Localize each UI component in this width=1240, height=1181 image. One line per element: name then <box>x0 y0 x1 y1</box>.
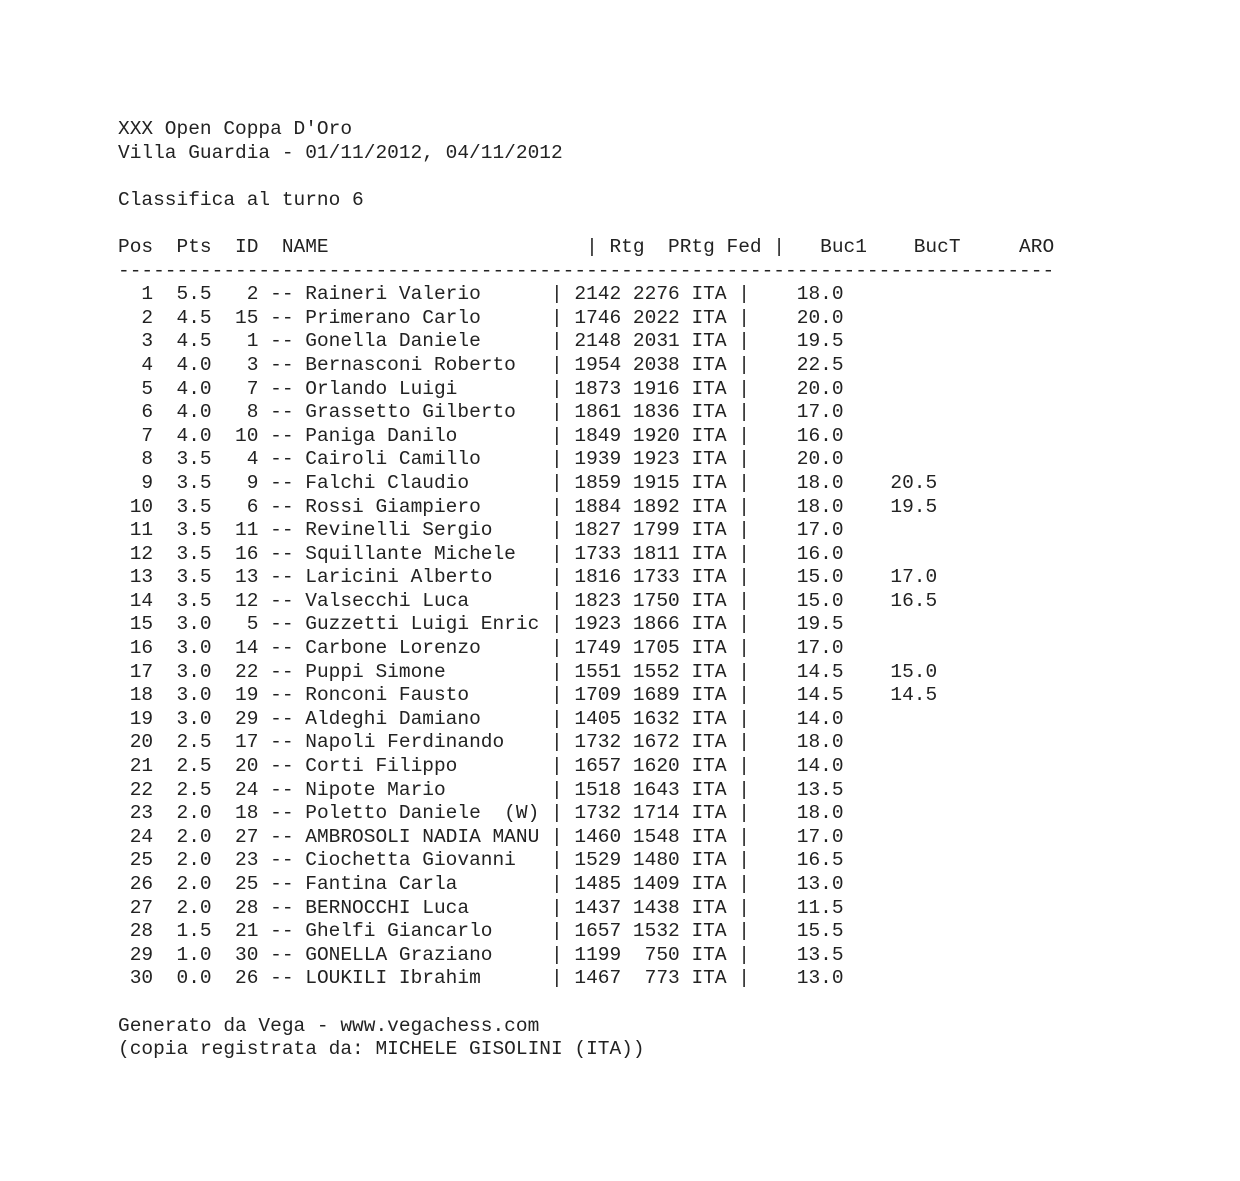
cell-name: Cairoli Camillo <box>305 448 540 471</box>
cell-id: 5 <box>235 613 259 636</box>
cell-pos: 30 <box>118 967 154 990</box>
cell-rtg: 1823 <box>574 589 622 612</box>
cell-rtg: 1657 <box>574 920 622 943</box>
cell-prtg: 1438 <box>632 896 680 919</box>
cell-pos: 1 <box>118 283 154 306</box>
cell-rtg: 1460 <box>574 825 622 848</box>
table-row: 14 3.5 12 -- Valsecchi Luca | 1823 1750 ITA | 15.0 16.5 <box>118 589 938 612</box>
cell-name: Fantina Carla <box>305 873 540 895</box>
table-row: 7 4.0 10 -- Paniga Danilo | 1849 1920 ITA | 16.0 <box>118 424 844 447</box>
cell-prtg: 1733 <box>632 566 680 589</box>
cell-pts: 3.0 <box>176 637 212 660</box>
cell-pts: 3.0 <box>176 707 212 730</box>
cell-prtg: 1916 <box>632 377 680 400</box>
tournament-venue-dates: Villa Guardia - 01/11/2012, 04/11/2012 <box>118 141 563 164</box>
spacer <box>118 212 1054 236</box>
cell-name: Poletto Daniele (W) <box>305 802 540 825</box>
cell-rtg: 1732 <box>574 731 622 754</box>
cell-pos: 23 <box>118 802 154 825</box>
cell-pts: 3.5 <box>176 542 212 565</box>
cell-fed: ITA <box>691 802 727 825</box>
cell-rtg: 1657 <box>574 755 622 778</box>
cell-name: Orlando Luigi <box>305 377 540 400</box>
table-row: 13 3.5 13 -- Laricini Alberto | 1816 1733 ITA | 15.0 17.0 <box>118 566 938 589</box>
cell-id: 6 <box>235 495 259 518</box>
cell-pos: 10 <box>118 495 154 518</box>
cell-pos: 6 <box>118 401 154 424</box>
cell-pts: 5.5 <box>176 283 212 306</box>
cell-prtg: 1915 <box>632 471 680 494</box>
cell-name: Squillante Michele <box>305 542 540 565</box>
cell-pos: 9 <box>118 471 154 494</box>
cell-pts: 3.0 <box>176 660 212 683</box>
cell-pts: 3.0 <box>176 684 212 707</box>
cell-buc1: 13.0 <box>796 873 844 895</box>
cell-id: 10 <box>235 424 259 447</box>
cell-rtg: 1746 <box>574 306 622 329</box>
cell-rtg: 1485 <box>574 873 622 895</box>
cell-rtg: 1873 <box>574 377 622 400</box>
cell-prtg: 1532 <box>632 920 680 943</box>
cell-pos: 19 <box>118 707 154 730</box>
cell-rtg: 1709 <box>574 684 622 707</box>
cell-name: Falchi Claudio <box>305 471 540 494</box>
cell-fed: ITA <box>691 330 727 353</box>
cell-buc1: 22.5 <box>796 353 844 376</box>
cell-prtg: 2022 <box>632 306 680 329</box>
table-row: 25 2.0 23 -- Ciochetta Giovanni | 1529 1480 ITA | 16.5 <box>118 849 844 872</box>
cell-id: 11 <box>235 519 259 542</box>
cell-pts: 1.5 <box>176 920 212 943</box>
cell-buct: 19.5 <box>890 495 938 518</box>
cell-pos: 18 <box>118 684 154 707</box>
cell-pos: 2 <box>118 306 154 329</box>
cell-rtg: 1827 <box>574 519 622 542</box>
cell-buc1: 14.0 <box>796 755 844 778</box>
cell-id: 27 <box>235 825 259 848</box>
cell-name: Revinelli Sergio <box>305 519 540 542</box>
cell-id: 9 <box>235 471 259 494</box>
table-row: 19 3.0 29 -- Aldeghi Damiano | 1405 1632 ITA | 14.0 <box>118 707 844 730</box>
table-row: 15 3.0 5 -- Guzzetti Luigi Enric | 1923 1866 ITA | 19.5 <box>118 613 844 636</box>
cell-buc1: 18.0 <box>796 471 844 494</box>
cell-buct: 20.5 <box>890 471 938 494</box>
cell-name: Guzzetti Luigi Enric <box>305 613 540 636</box>
cell-buc1: 14.5 <box>796 660 844 683</box>
table-row: 16 3.0 14 -- Carbone Lorenzo | 1749 1705 ITA | 17.0 <box>118 637 844 660</box>
cell-pts: 2.0 <box>176 896 212 919</box>
cell-pos: 29 <box>118 943 154 966</box>
cell-name: Bernasconi Roberto <box>305 353 540 376</box>
cell-pts: 3.0 <box>176 613 212 636</box>
cell-id: 17 <box>235 731 259 754</box>
table-row: 11 3.5 11 -- Revinelli Sergio | 1827 1799 ITA | 17.0 <box>118 519 844 542</box>
cell-pts: 4.5 <box>176 330 212 353</box>
cell-prtg: 1714 <box>632 802 680 825</box>
cell-id: 26 <box>235 967 259 990</box>
table-row: 1 5.5 2 -- Raineri Valerio | 2142 2276 ITA | 18.0 <box>118 283 844 306</box>
cell-pts: 4.0 <box>176 353 212 376</box>
cell-buc1: 17.0 <box>796 519 844 542</box>
tournament-title: XXX Open Coppa D'Oro <box>118 118 353 140</box>
cell-buc1: 20.0 <box>796 377 844 400</box>
cell-prtg: 1620 <box>632 755 680 778</box>
cell-name: Corti Filippo <box>305 755 540 778</box>
cell-name: Puppi Simone <box>305 660 540 683</box>
cell-pts: 3.5 <box>176 448 212 471</box>
table-row: 22 2.5 24 -- Nipote Mario | 1518 1643 ITA | 13.5 <box>118 778 844 801</box>
cell-name: Ciochetta Giovanni <box>305 849 540 872</box>
cell-pts: 1.0 <box>176 943 212 966</box>
cell-id: 23 <box>235 849 259 872</box>
cell-pos: 21 <box>118 755 154 778</box>
spacer <box>118 165 1054 189</box>
standings-subtitle: Classifica al turno 6 <box>118 188 364 211</box>
cell-prtg: 1750 <box>632 589 680 612</box>
cell-buc1: 15.0 <box>796 566 844 589</box>
cell-buc1: 18.0 <box>796 283 844 306</box>
cell-name: Rossi Giampiero <box>305 495 540 518</box>
cell-id: 7 <box>235 377 259 400</box>
cell-rtg: 1861 <box>574 401 622 424</box>
cell-pts: 3.5 <box>176 566 212 589</box>
cell-fed: ITA <box>691 920 727 943</box>
cell-name: Valsecchi Luca <box>305 589 540 612</box>
cell-fed: ITA <box>691 613 727 636</box>
cell-pts: 2.5 <box>176 755 212 778</box>
cell-rtg: 1884 <box>574 495 622 518</box>
cell-pts: 3.5 <box>176 471 212 494</box>
cell-buc1: 13.5 <box>796 778 844 801</box>
cell-buct: 16.5 <box>890 589 938 612</box>
cell-fed: ITA <box>691 707 727 730</box>
table-row: 28 1.5 21 -- Ghelfi Giancarlo | 1657 1532 ITA | 15.5 <box>118 920 844 943</box>
cell-pts: 3.5 <box>176 519 212 542</box>
cell-pos: 20 <box>118 731 154 754</box>
cell-fed: ITA <box>691 943 727 966</box>
cell-id: 13 <box>235 566 259 589</box>
cell-id: 12 <box>235 589 259 612</box>
cell-fed: ITA <box>691 448 727 471</box>
cell-rtg: 1467 <box>574 967 622 990</box>
cell-name: Grassetto Gilberto <box>305 401 540 424</box>
cell-fed: ITA <box>691 896 727 919</box>
table-row: 29 1.0 30 -- GONELLA Graziano | 1199 750 ITA | 13.5 <box>118 943 844 966</box>
cell-fed: ITA <box>691 849 727 872</box>
cell-pos: 15 <box>118 613 154 636</box>
table-row: 6 4.0 8 -- Grassetto Gilberto | 1861 1836 ITA | 17.0 <box>118 401 844 424</box>
standings-rows <box>118 283 1054 991</box>
cell-buc1: 17.0 <box>796 637 844 660</box>
cell-prtg: 1920 <box>632 424 680 447</box>
table-row: 23 2.0 18 -- Poletto Daniele (W) | 1732 1714 ITA | 18.0 <box>118 802 844 825</box>
cell-name: Ghelfi Giancarlo <box>305 920 540 943</box>
table-row: 8 3.5 4 -- Cairoli Camillo | 1939 1923 ITA | 20.0 <box>118 448 844 471</box>
cell-fed: ITA <box>691 471 727 494</box>
cell-name: Primerano Carlo <box>305 306 540 329</box>
cell-name: Aldeghi Damiano <box>305 707 540 730</box>
cell-pts: 3.5 <box>176 495 212 518</box>
cell-fed: ITA <box>691 306 727 329</box>
cell-pos: 13 <box>118 566 154 589</box>
cell-fed: ITA <box>691 825 727 848</box>
cell-rtg: 1939 <box>574 448 622 471</box>
cell-buc1: 18.0 <box>796 802 844 825</box>
cell-id: 24 <box>235 778 259 801</box>
cell-buc1: 14.0 <box>796 707 844 730</box>
cell-rtg: 1849 <box>574 424 622 447</box>
cell-id: 28 <box>235 896 259 919</box>
cell-name: Ronconi Fausto <box>305 684 540 707</box>
cell-pos: 14 <box>118 589 154 612</box>
cell-fed: ITA <box>691 589 727 612</box>
cell-rtg: 1749 <box>574 637 622 660</box>
cell-rtg: 1816 <box>574 566 622 589</box>
cell-pos: 27 <box>118 896 154 919</box>
cell-name: Gonella Daniele <box>305 330 540 353</box>
cell-buc1: 19.5 <box>796 330 844 353</box>
cell-prtg: 1923 <box>632 448 680 471</box>
cell-id: 2 <box>235 283 259 306</box>
cell-rtg: 1923 <box>574 613 622 636</box>
table-row: 26 2.0 25 -- Fantina Carla | 1485 1409 ITA | 13.0 <box>118 873 844 895</box>
cell-pts: 2.0 <box>176 825 212 848</box>
cell-prtg: 1409 <box>632 873 680 895</box>
table-row: 17 3.0 22 -- Puppi Simone | 1551 1552 ITA | 14.5 15.0 <box>118 660 938 683</box>
cell-prtg: 1811 <box>632 542 680 565</box>
cell-prtg: 1632 <box>632 707 680 730</box>
cell-name: Nipote Mario <box>305 778 540 801</box>
table-row: 12 3.5 16 -- Squillante Michele | 1733 1811 ITA | 16.0 <box>118 542 844 565</box>
footer-generated-by: Generato da Vega - www.vegachess.com <box>118 1014 540 1037</box>
table-row: 10 3.5 6 -- Rossi Giampiero | 1884 1892 ITA | 18.0 19.5 <box>118 495 938 518</box>
cell-pos: 17 <box>118 660 154 683</box>
cell-fed: ITA <box>691 519 727 542</box>
cell-fed: ITA <box>691 424 727 447</box>
table-row: 2 4.5 15 -- Primerano Carlo | 1746 2022 ITA | 20.0 <box>118 306 844 329</box>
cell-pts: 2.0 <box>176 802 212 825</box>
cell-name: Raineri Valerio <box>305 283 540 306</box>
table-row: 4 4.0 3 -- Bernasconi Roberto | 1954 2038 ITA | 22.5 <box>118 353 844 376</box>
cell-id: 14 <box>235 637 259 660</box>
cell-pos: 4 <box>118 353 154 376</box>
cell-fed: ITA <box>691 353 727 376</box>
cell-pos: 28 <box>118 920 154 943</box>
standings-document <box>118 118 1054 1062</box>
cell-pos: 22 <box>118 778 154 801</box>
cell-buct: 17.0 <box>890 566 938 589</box>
cell-name: LOUKILI Ibrahim <box>305 967 540 990</box>
spacer <box>118 991 1054 1015</box>
cell-pos: 11 <box>118 519 154 542</box>
cell-pts: 2.5 <box>176 778 212 801</box>
cell-rtg: 1551 <box>574 660 622 683</box>
cell-buc1: 20.0 <box>796 448 844 471</box>
cell-id: 1 <box>235 330 259 353</box>
cell-id: 21 <box>235 920 259 943</box>
cell-id: 30 <box>235 943 259 966</box>
cell-buc1: 18.0 <box>796 731 844 754</box>
table-row: 3 4.5 1 -- Gonella Daniele | 2148 2031 ITA | 19.5 <box>118 330 844 353</box>
cell-rtg: 1954 <box>574 353 622 376</box>
cell-fed: ITA <box>691 660 727 683</box>
cell-pos: 16 <box>118 637 154 660</box>
table-row: 24 2.0 27 -- AMBROSOLI NADIA MANU | 1460 1548 ITA | 17.0 <box>118 825 844 848</box>
cell-buc1: 16.0 <box>796 542 844 565</box>
cell-prtg: 2031 <box>632 330 680 353</box>
cell-buc1: 13.5 <box>796 943 844 966</box>
table-row: 18 3.0 19 -- Ronconi Fausto | 1709 1689 ITA | 14.5 14.5 <box>118 684 938 707</box>
cell-pts: 4.0 <box>176 424 212 447</box>
cell-pts: 2.0 <box>176 849 212 872</box>
cell-pts: 4.0 <box>176 401 212 424</box>
cell-rtg: 1518 <box>574 778 622 801</box>
table-row: 20 2.5 17 -- Napoli Ferdinando | 1732 1672 ITA | 18.0 <box>118 731 844 754</box>
cell-id: 15 <box>235 306 259 329</box>
cell-buc1: 16.5 <box>796 849 844 872</box>
cell-name: Paniga Danilo <box>305 424 540 447</box>
cell-id: 19 <box>235 684 259 707</box>
cell-fed: ITA <box>691 684 727 707</box>
cell-id: 18 <box>235 802 259 825</box>
cell-fed: ITA <box>691 495 727 518</box>
cell-prtg: 1672 <box>632 731 680 754</box>
cell-prtg: 1548 <box>632 825 680 848</box>
cell-pos: 7 <box>118 424 154 447</box>
table-row: 5 4.0 7 -- Orlando Luigi | 1873 1916 ITA | 20.0 <box>118 377 844 400</box>
table-header: Pos Pts ID NAME | Rtg PRtg Fed | Buc1 BucT ARO <box>118 235 1055 258</box>
cell-name: GONELLA Graziano <box>305 943 540 966</box>
cell-prtg: 1689 <box>632 684 680 707</box>
cell-prtg: 2038 <box>632 353 680 376</box>
cell-fed: ITA <box>691 967 727 990</box>
cell-fed: ITA <box>691 778 727 801</box>
cell-buct: 14.5 <box>890 684 938 707</box>
cell-fed: ITA <box>691 755 727 778</box>
cell-id: 4 <box>235 448 259 471</box>
cell-rtg: 2148 <box>574 330 622 353</box>
cell-name: Carbone Lorenzo <box>305 637 540 660</box>
cell-rtg: 1733 <box>574 542 622 565</box>
cell-pos: 8 <box>118 448 154 471</box>
cell-buc1: 14.5 <box>796 684 844 707</box>
cell-rtg: 1437 <box>574 896 622 919</box>
cell-prtg: 1799 <box>632 519 680 542</box>
cell-id: 3 <box>235 353 259 376</box>
cell-rtg: 1529 <box>574 849 622 872</box>
cell-id: 22 <box>235 660 259 683</box>
table-row: 27 2.0 28 -- BERNOCCHI Luca | 1437 1438 ITA | 11.5 <box>118 896 844 919</box>
cell-buc1: 17.0 <box>796 401 844 424</box>
cell-prtg: 773 <box>632 967 680 990</box>
cell-rtg: 1405 <box>574 707 622 730</box>
cell-prtg: 1480 <box>632 849 680 872</box>
cell-fed: ITA <box>691 401 727 424</box>
cell-buc1: 16.0 <box>796 424 844 447</box>
cell-pos: 5 <box>118 377 154 400</box>
table-row: 9 3.5 9 -- Falchi Claudio | 1859 1915 ITA | 18.0 20.5 <box>118 471 938 494</box>
cell-prtg: 1552 <box>632 660 680 683</box>
cell-fed: ITA <box>691 542 727 565</box>
cell-rtg: 1732 <box>574 802 622 825</box>
cell-pts: 4.0 <box>176 377 212 400</box>
cell-prtg: 2276 <box>632 283 680 306</box>
cell-buc1: 13.0 <box>796 967 844 990</box>
cell-prtg: 1705 <box>632 637 680 660</box>
table-row: 21 2.5 20 -- Corti Filippo | 1657 1620 ITA | 14.0 <box>118 755 844 778</box>
cell-pts: 2.5 <box>176 731 212 754</box>
cell-prtg: 1866 <box>632 613 680 636</box>
cell-buc1: 15.0 <box>796 589 844 612</box>
cell-id: 8 <box>235 401 259 424</box>
cell-buc1: 11.5 <box>796 896 844 919</box>
cell-name: AMBROSOLI NADIA MANU <box>305 825 540 848</box>
cell-pos: 26 <box>118 873 154 895</box>
cell-pos: 25 <box>118 849 154 872</box>
cell-id: 25 <box>235 873 259 895</box>
cell-pos: 3 <box>118 330 154 353</box>
table-row: 30 0.0 26 -- LOUKILI Ibrahim | 1467 773 ITA | 13.0 <box>118 967 844 990</box>
cell-name: BERNOCCHI Luca <box>305 896 540 919</box>
cell-buct: 15.0 <box>890 660 938 683</box>
cell-buc1: 20.0 <box>796 306 844 329</box>
cell-name: Napoli Ferdinando <box>305 731 540 754</box>
cell-pts: 0.0 <box>176 967 212 990</box>
cell-pts: 2.0 <box>176 873 212 895</box>
cell-pts: 4.5 <box>176 306 212 329</box>
cell-pos: 24 <box>118 825 154 848</box>
cell-fed: ITA <box>691 377 727 400</box>
cell-prtg: 750 <box>632 943 680 966</box>
cell-rtg: 1199 <box>574 943 622 966</box>
cell-fed: ITA <box>691 637 727 660</box>
cell-id: 29 <box>235 707 259 730</box>
cell-pts: 3.5 <box>176 589 212 612</box>
cell-prtg: 1892 <box>632 495 680 518</box>
cell-buc1: 18.0 <box>796 495 844 518</box>
cell-fed: ITA <box>691 731 727 754</box>
cell-buc1: 19.5 <box>796 613 844 636</box>
cell-buc1: 15.5 <box>796 920 844 943</box>
cell-rtg: 1859 <box>574 471 622 494</box>
cell-fed: ITA <box>691 873 727 895</box>
table-separator: -------------------------------------------------------------------------------- <box>118 259 1055 282</box>
cell-fed: ITA <box>691 566 727 589</box>
cell-id: 16 <box>235 542 259 565</box>
cell-fed: ITA <box>691 283 727 306</box>
cell-prtg: 1836 <box>632 401 680 424</box>
cell-rtg: 2142 <box>574 283 622 306</box>
footer-registered-copy: (copia registrata da: MICHELE GISOLINI (ITA)) <box>118 1038 645 1061</box>
cell-id: 20 <box>235 755 259 778</box>
cell-buc1: 17.0 <box>796 825 844 848</box>
cell-prtg: 1643 <box>632 778 680 801</box>
cell-pos: 12 <box>118 542 154 565</box>
cell-name: Laricini Alberto <box>305 566 540 589</box>
